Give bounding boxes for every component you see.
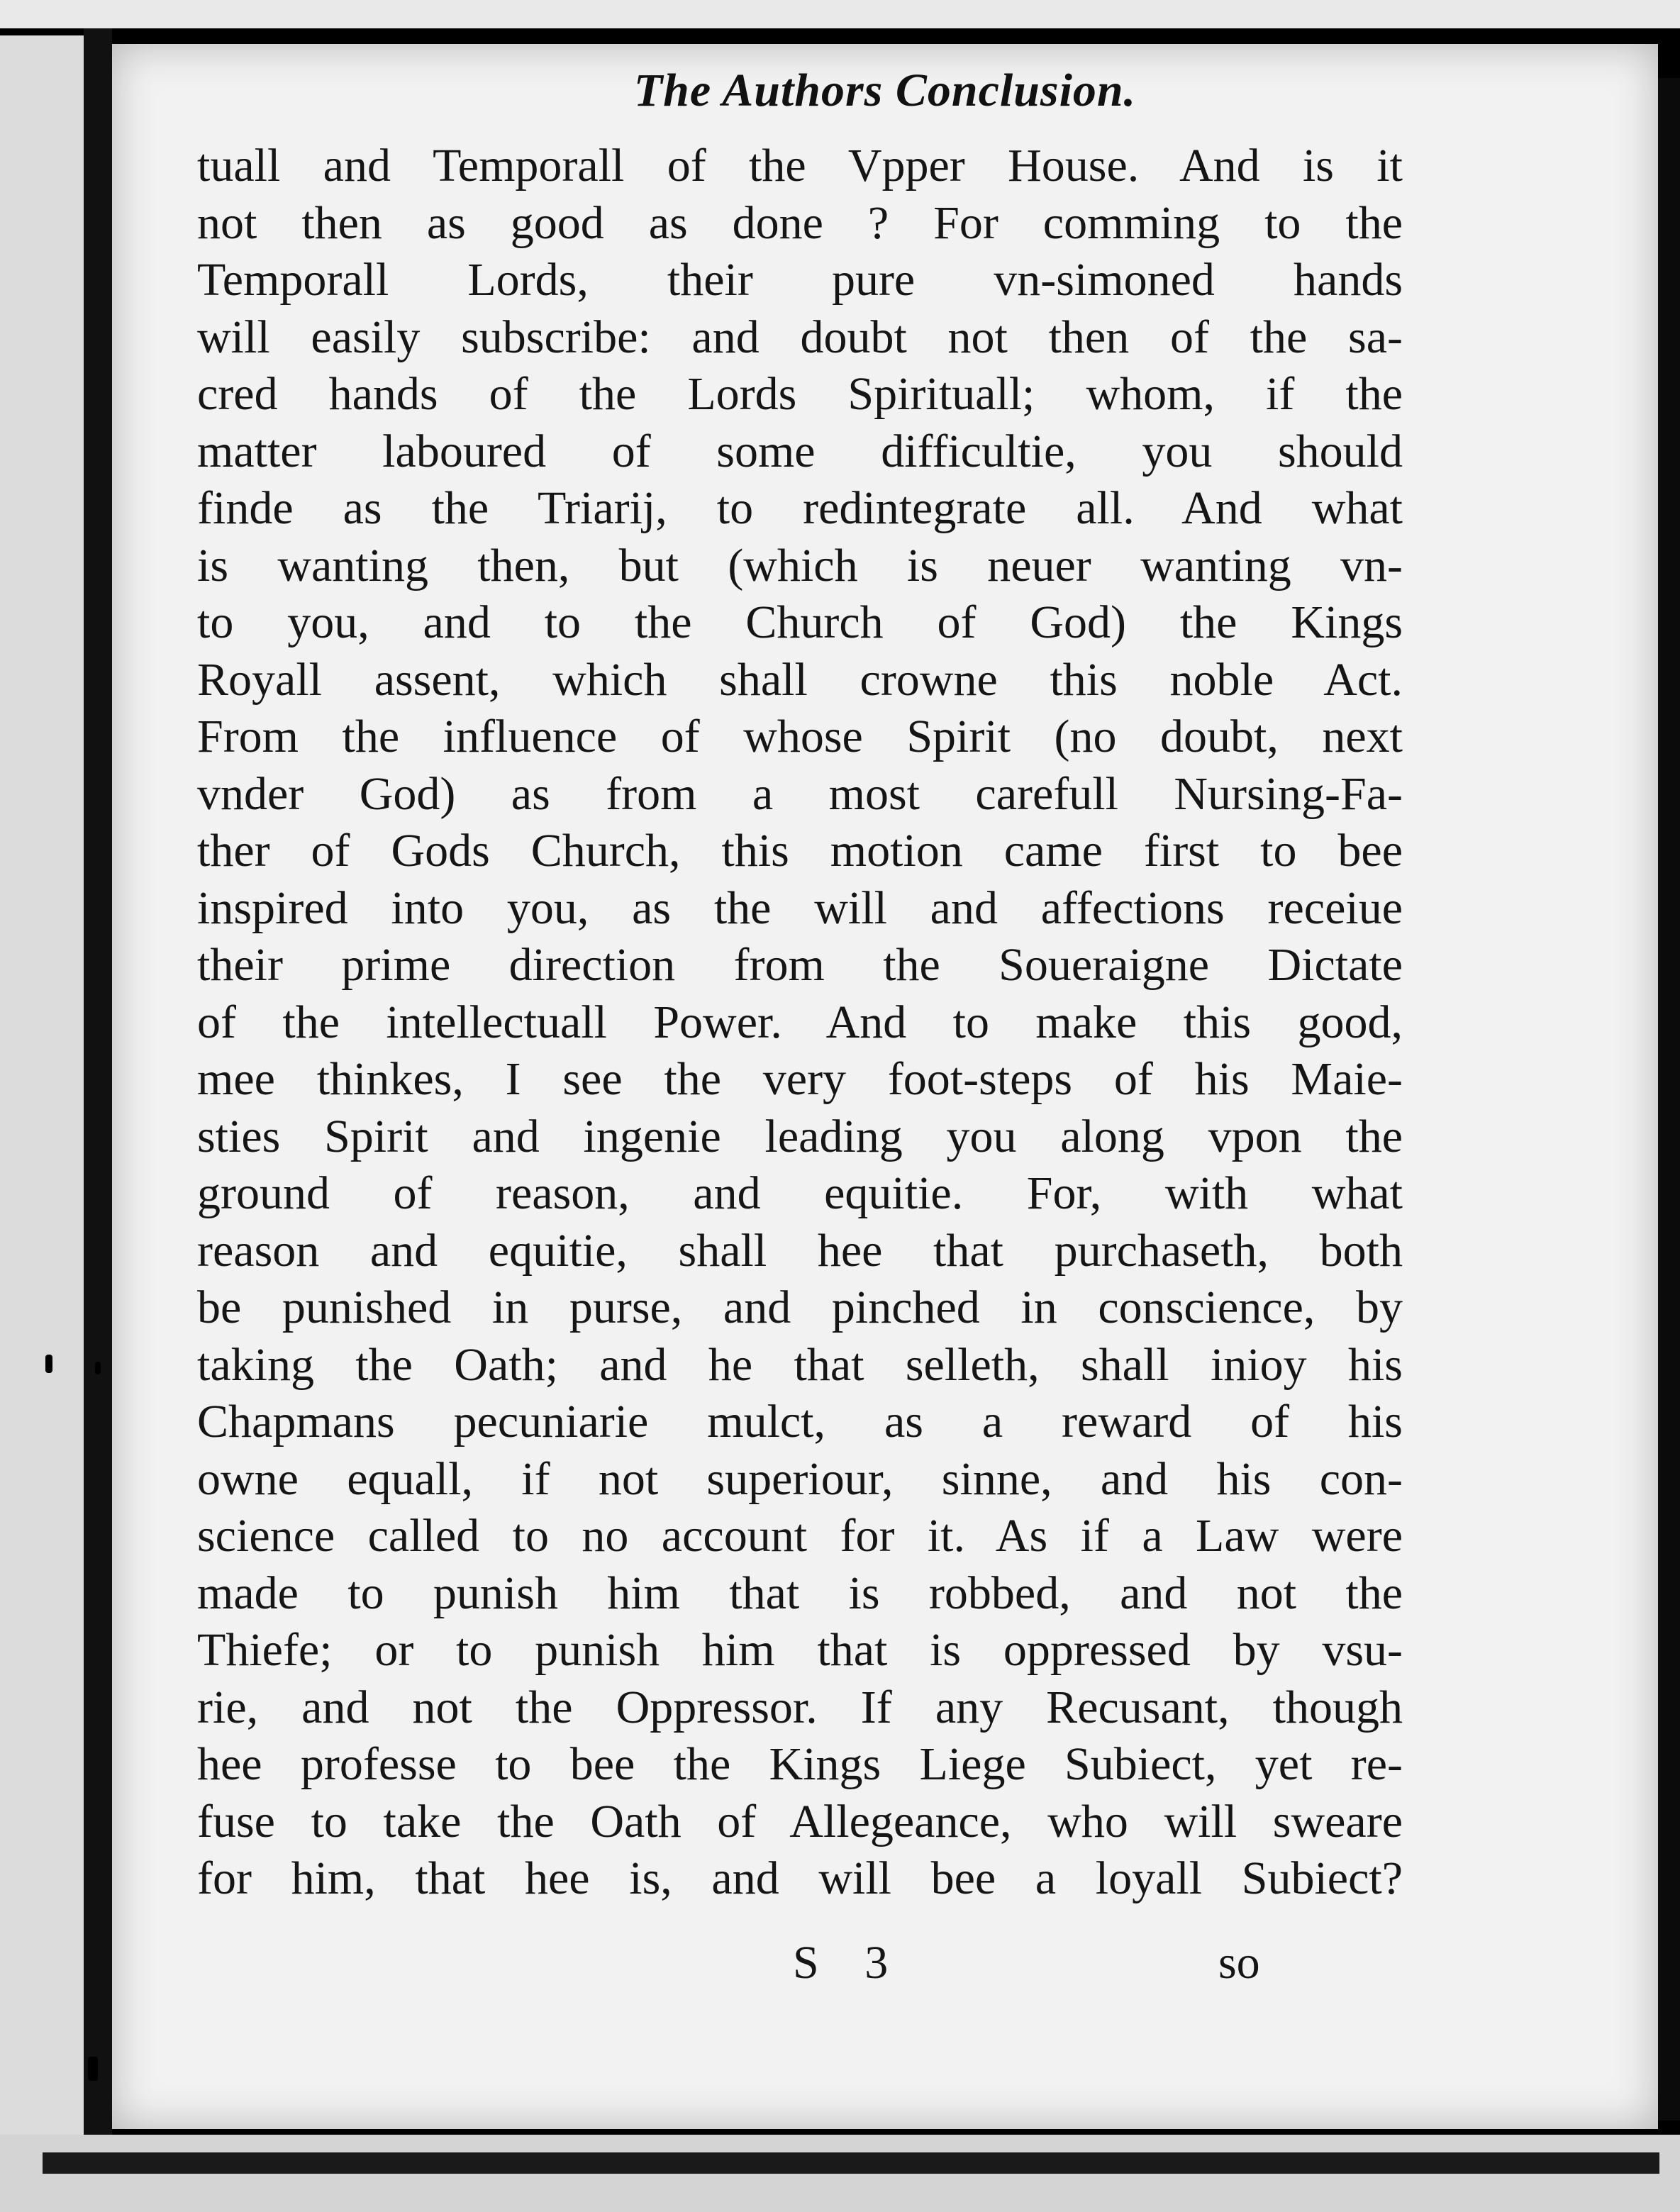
text-line: owne equall, if not superiour, sinne, and his con- (197, 1452, 1403, 1505)
text-line: cred hands of the Lords Spirituall; whom, if the (197, 368, 1403, 420)
text-line: will easily subscribe: and doubt not then of the sa- (197, 311, 1403, 363)
text-line: not then as good as done ? For comming to the (197, 196, 1403, 249)
text-line: be punished in purse, and pinched in conscience, by (197, 1282, 1403, 1333)
text-line: is wanting then, but (which is neuer wanting vn- (197, 539, 1403, 591)
text-line: of the intellectuall Power. And to make this good, (197, 996, 1403, 1048)
text-line: science called to no account for it. As if a Law were (197, 1510, 1403, 1562)
text-line: hee professe to bee the Kings Liege Subiect, yet re- (197, 1738, 1403, 1790)
text-line: sties Spirit and ingenie leading you along vpon the (197, 1110, 1403, 1162)
text-line: rie, and not the Oppressor. If any Recusant, though (197, 1681, 1403, 1733)
catchword: so (1218, 1937, 1260, 1989)
text-line: taking the Oath; and he that selleth, shall inioy his (197, 1338, 1403, 1391)
text-line: inspired into you, as the will and affections receiue (197, 882, 1403, 934)
book-gutter (84, 28, 112, 2163)
text-line: Chapmans pecuniarie mulct, as a reward of his (197, 1396, 1403, 1447)
text-line: their prime direction from the Soueraigne Dictate (197, 939, 1403, 991)
text-line: for him, that hee is, and will bee a loyall Subiect? (197, 1852, 1403, 1904)
page-body-text (197, 138, 1403, 1908)
text-line: reason and equitie, shall hee that purchaseth, both (197, 1224, 1403, 1277)
ink-speck (45, 1355, 52, 1373)
text-line: From the influence of whose Spirit (no doubt, next (197, 711, 1403, 762)
text-line: vnder God) as from a most carefull Nursing-Fa- (197, 767, 1403, 820)
text-line: ground of reason, and equitie. For, with what (197, 1167, 1403, 1219)
facing-page-edge (0, 35, 85, 2135)
book-bottom-shadow (43, 2152, 1659, 2174)
text-line: made to punish him that is robbed, and not the (197, 1567, 1403, 1619)
text-line: Royall assent, which shall crowne this noble Act. (197, 653, 1403, 706)
text-line: to you, and to the Church of God) the Kings (197, 596, 1403, 648)
ink-speck (95, 1362, 101, 1374)
text-line: Thiefe; or to punish him that is oppressed by vsu- (197, 1624, 1403, 1676)
text-line: matter laboured of some difficultie, you should (197, 425, 1403, 477)
text-line: fuse to take the Oath of Allegeance, who will sweare (197, 1795, 1403, 1847)
scan-top-edge (0, 0, 1680, 28)
text-line: ther of Gods Church, this motion came first to bee (197, 825, 1403, 877)
text-line: mee thinkes, I see the very foot-steps of his Maie- (197, 1053, 1403, 1105)
ink-speck (88, 2057, 98, 2081)
text-line: finde as the Triarij, to redintegrate all. And what (197, 482, 1403, 534)
running-head: The Authors Conclusion. (633, 65, 1137, 116)
text-line: Temporall Lords, their pure vn-simoned hands (197, 254, 1403, 306)
text-line: tuall and Temporall of the Vpper House. And is it (197, 140, 1403, 191)
signature-mark: S 3 (793, 1937, 906, 1989)
book-page (112, 44, 1658, 2129)
